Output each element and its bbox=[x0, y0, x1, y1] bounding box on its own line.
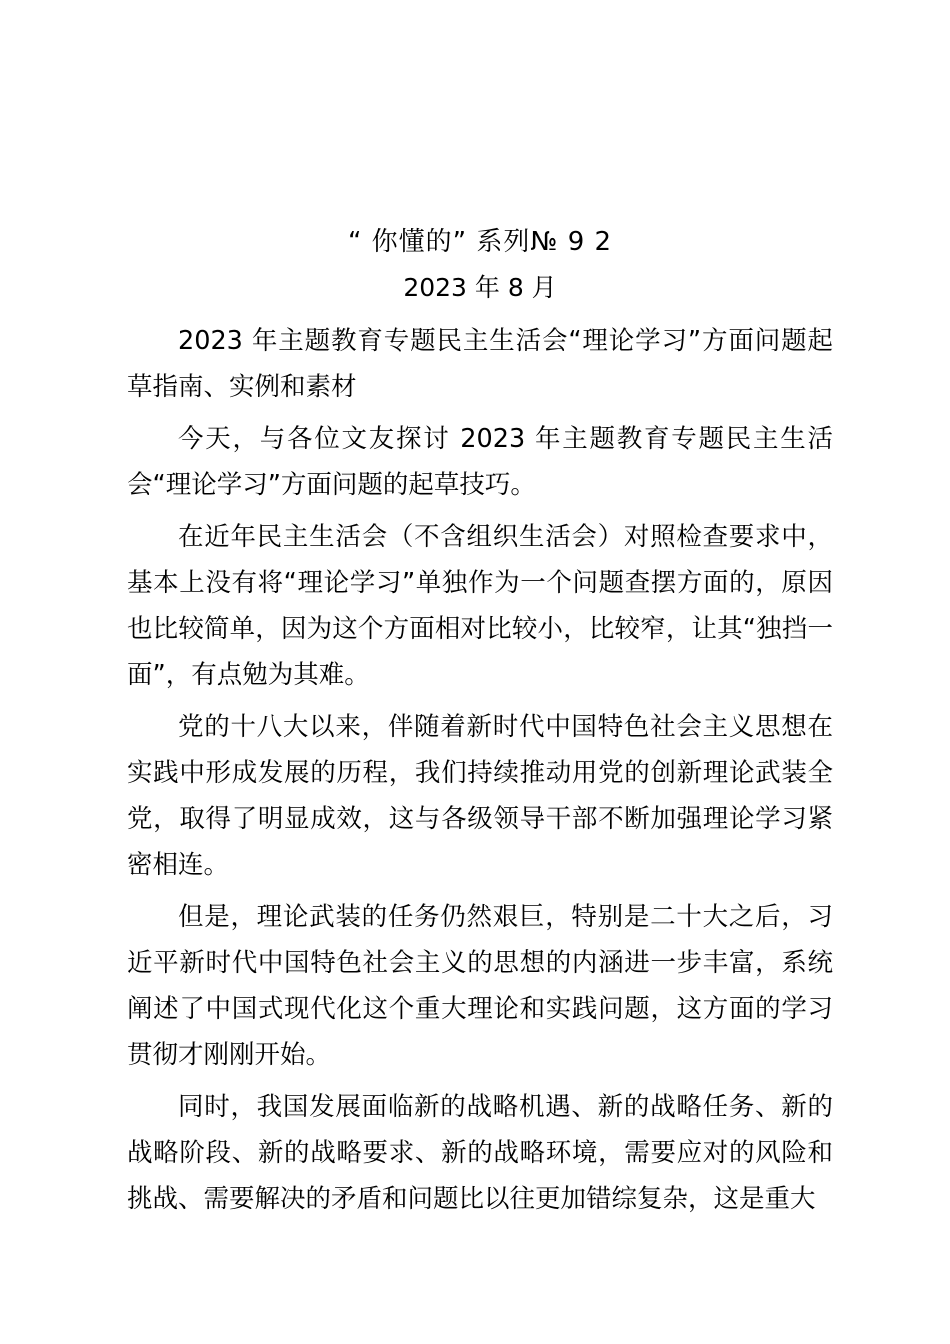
document-heading: 2023 年主题教育专题民主生活会“理论学习”方面问题起草指南、实例和素材 bbox=[127, 326, 833, 402]
paragraph: 但是，理论武装的任务仍然艰巨，特别是二十大之后，习近平新时代中国特色社会主义的思想的内涵进一步丰富，系统阐述了中国式现代化这个重大理论和实践问题，这方面的学习贯彻才刚刚开始。 bbox=[127, 902, 833, 1070]
paragraph: 同时，我国发展面临新的战略机遇、新的战略任务、新的战略阶段、新的战略要求、新的战略环境，需要应对的风险和挑战、需要解决的矛盾和问题比以往更加错综复杂，这是重大 bbox=[127, 1092, 833, 1214]
document-date: 2023 年 8 月 bbox=[403, 273, 557, 302]
paragraph: 在近年民主生活会（不含组织生活会）对照检查要求中，基本上没有将“理论学习”单独作为一个问题查摆方面的，原因也比较简单，因为这个方面相对比较小，比较窄，让其“独挡一面”，有点勉为其难。 bbox=[127, 522, 833, 690]
document-body bbox=[127, 222, 833, 1222]
series-title: “ 你懂的” 系列№ 9 2 bbox=[347, 227, 613, 257]
paragraph-intro: 今天，与各位文友探讨 2023 年主题教育专题民主生活会“理论学习”方面问题的起草技巧。 bbox=[127, 424, 833, 500]
paragraph: 党的十八大以来，伴随着新时代中国特色社会主义思想在实践中形成发展的历程，我们持续推动用党的创新理论武装全党，取得了明显成效，这与各级领导干部不断加强理论学习紧密相连。 bbox=[127, 712, 833, 880]
